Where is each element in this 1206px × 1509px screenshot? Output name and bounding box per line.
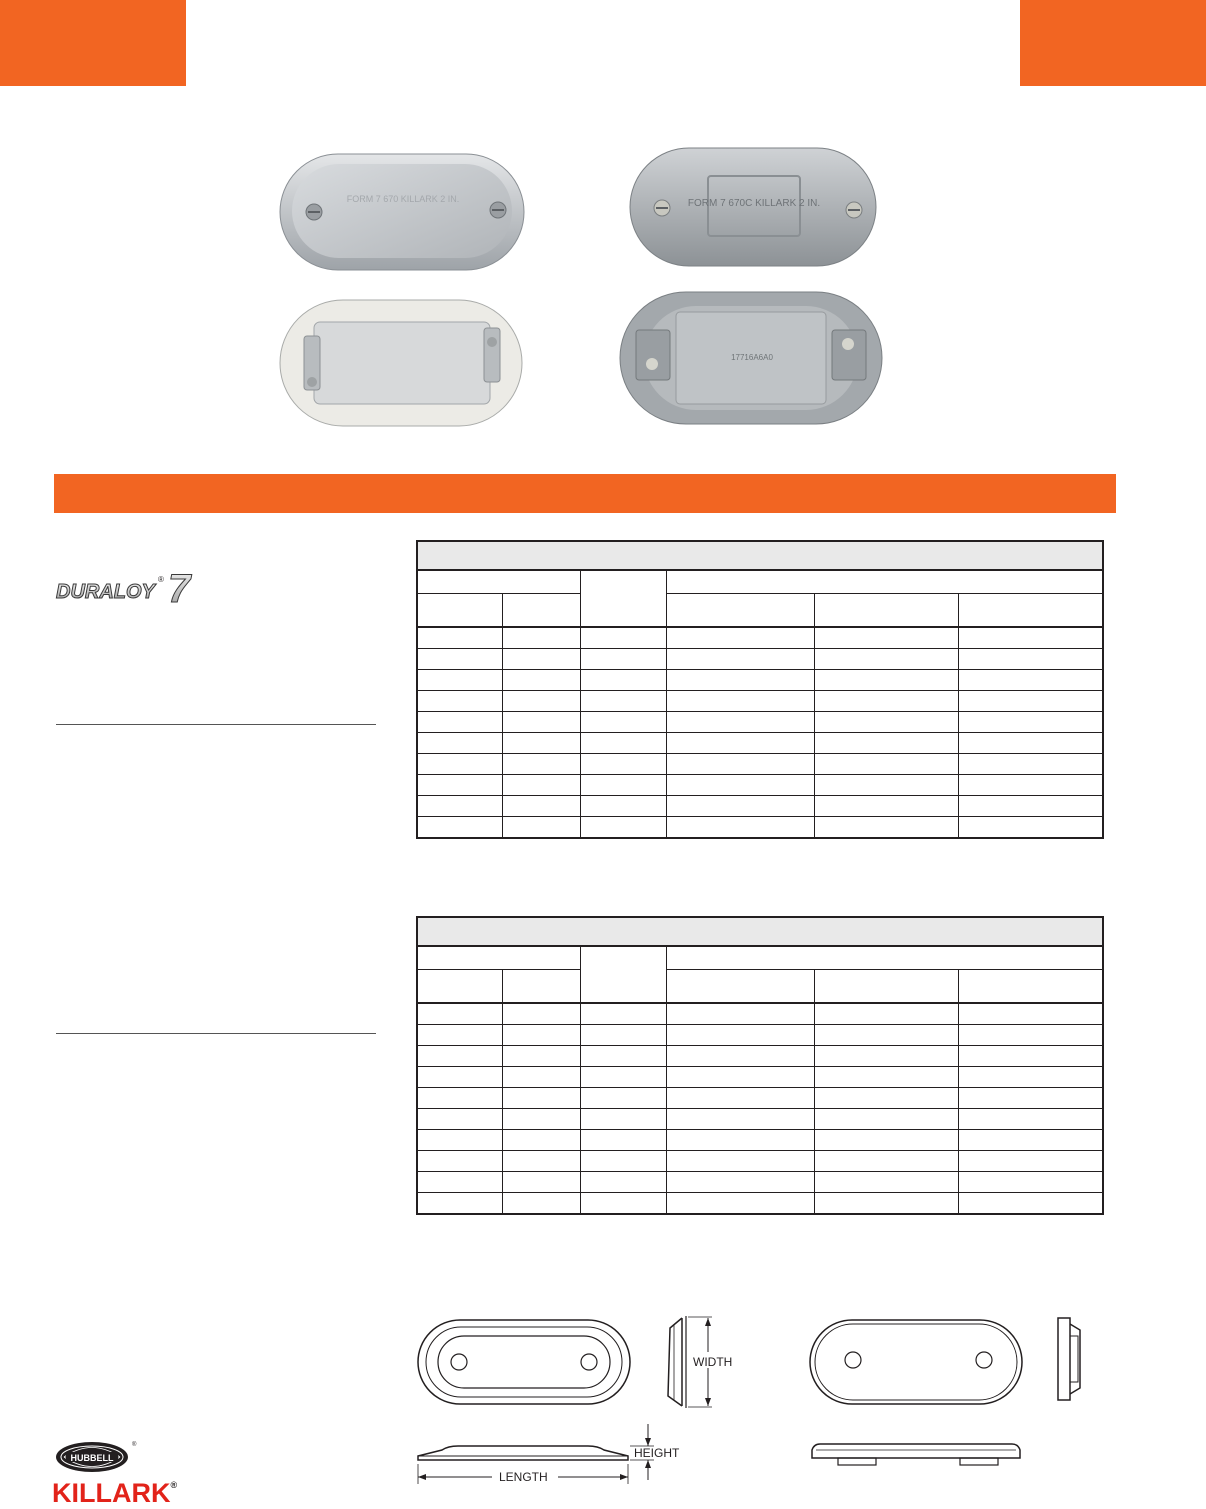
duraloy-reg: ®	[158, 575, 164, 584]
drawing-composite-profile-view	[806, 1436, 1026, 1481]
drawing-composite-top-view	[808, 1318, 1028, 1413]
killark-reg: ®	[170, 1480, 178, 1490]
table-row	[417, 1172, 1103, 1193]
hubbell-word: HUBBELL	[70, 1453, 114, 1463]
table-row	[417, 775, 1103, 796]
spec-table-1	[416, 540, 1104, 839]
spec-table-2	[416, 916, 1104, 1215]
table-row	[417, 733, 1103, 754]
table-row	[417, 1088, 1103, 1109]
photo-composite-cover-back	[618, 290, 886, 428]
table-row	[417, 1130, 1103, 1151]
table-subheader-row	[417, 970, 1103, 1004]
table-header-row	[417, 946, 1103, 970]
table-row	[417, 1067, 1103, 1088]
table-row	[417, 1151, 1103, 1172]
cover-back-text: 17716A6A0	[731, 353, 773, 362]
photo-composite-cover-front	[628, 146, 880, 270]
table-row	[417, 649, 1103, 670]
table-subheader-row	[417, 594, 1103, 628]
table-row	[417, 691, 1103, 712]
duraloy-numeral: 7	[168, 567, 191, 606]
table-row	[417, 1025, 1103, 1046]
table-row	[417, 1003, 1103, 1025]
cover-molded-text: FORM 7 670C KILLARK 2 IN.	[687, 198, 821, 209]
table-title-row	[417, 917, 1103, 946]
table-row	[417, 1193, 1103, 1215]
left-divider-1	[56, 724, 376, 725]
killark-logo	[52, 1478, 177, 1509]
table-row	[417, 712, 1103, 733]
table-row	[417, 627, 1103, 649]
hubbell-logo	[54, 1440, 140, 1479]
drawing-aluminum-side-view	[660, 1312, 760, 1417]
height-label: HEIGHT	[634, 1446, 680, 1460]
table-header-row	[417, 570, 1103, 594]
table-row	[417, 754, 1103, 775]
table-row	[417, 817, 1103, 839]
drawing-aluminum-profile-view	[412, 1420, 682, 1491]
duraloy-7-logo	[54, 564, 204, 611]
hubbell-reg: ®	[132, 1442, 137, 1448]
header-tab-left	[0, 0, 186, 86]
photo-aluminum-cover-back	[278, 296, 526, 430]
table-row	[417, 670, 1103, 691]
cover-cast-text: FORM 7 670 KILLARK 2 IN.	[346, 194, 460, 204]
header-tab-right	[1020, 0, 1206, 86]
duraloy-word: DURALOY	[56, 581, 155, 603]
table-row	[417, 1109, 1103, 1130]
left-divider-2	[56, 1033, 376, 1034]
table-row	[417, 1046, 1103, 1067]
drawing-aluminum-top-view	[416, 1318, 636, 1413]
section-header-bar	[54, 474, 1116, 513]
width-label: WIDTH	[693, 1355, 733, 1369]
table-title-row	[417, 541, 1103, 570]
table-row	[417, 796, 1103, 817]
photo-aluminum-cover-front	[278, 150, 528, 274]
length-label: LENGTH	[499, 1470, 548, 1484]
killark-word: KILLARK	[52, 1478, 171, 1508]
drawing-composite-side-view	[1050, 1314, 1090, 1409]
